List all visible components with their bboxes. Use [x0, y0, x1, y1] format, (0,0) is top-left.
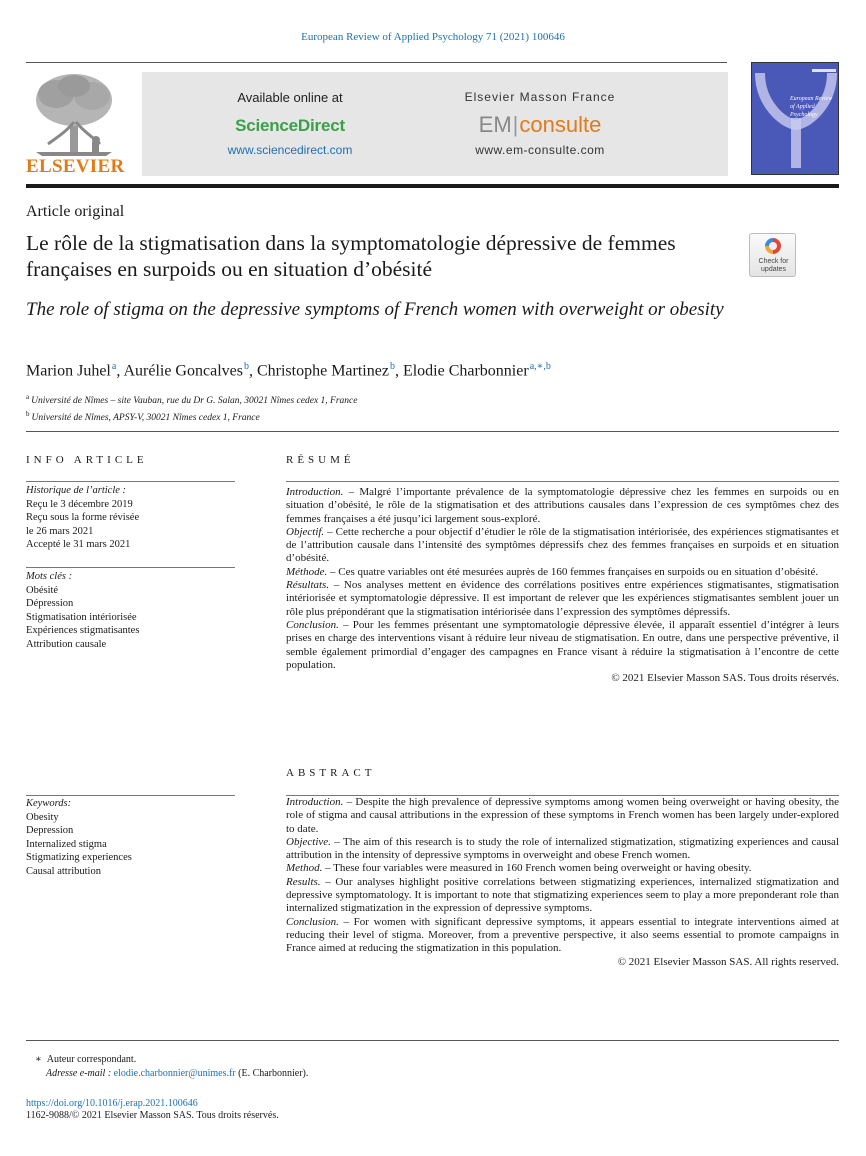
- elsevier-wordmark: ELSEVIER: [26, 156, 125, 177]
- history-line: Accepté le 31 mars 2021: [26, 539, 131, 550]
- crossmark-icon: [765, 238, 781, 254]
- resume-paragraph: [286, 579, 839, 619]
- footnote-line: [35, 1067, 308, 1081]
- info-article-heading: INFO ARTICLE: [26, 454, 148, 466]
- affiliation-text: Université de Nîmes, APSY-V, 30021 Nîmes cedex 1, France: [31, 413, 260, 424]
- journal-cover-title: European Review of Applied Psychology: [790, 96, 833, 118]
- corresponding-label: Auteur correspondant.: [46, 1054, 137, 1065]
- doi-link[interactable]: https://doi.org/10.1016/j.erap.2021.100646: [26, 1098, 198, 1109]
- header-rule: [26, 62, 727, 63]
- email-suffix: (E. Charbonnier).: [235, 1068, 309, 1079]
- issn-copyright: 1162-9088/© 2021 Elsevier Masson SAS. Tous droits réservés.: [26, 1110, 279, 1121]
- paragraph-label: Conclusion.: [286, 915, 339, 928]
- paragraph-text: – Pour les femmes présentant une symptomatologie dépressive élevée, il apparaît essentiel d’intégrer à leurs prises en charge des interventions visant à réduire leur niveau de stigmatisation. En outre, dans une perspective préventive, il semble également primordial d’engager des campagnes en France visant à réduire la stigmatisation à l’encontre de cette population.: [286, 618, 839, 671]
- abstract-paragraph: [286, 836, 839, 863]
- journal-reference[interactable]: European Review of Applied Psychology 71 (2021) 100646: [301, 31, 565, 43]
- info-rule: [26, 481, 235, 482]
- article-history: [26, 484, 241, 552]
- em-publisher-name: Elsevier Masson France: [464, 90, 616, 104]
- resume-paragraph: [286, 619, 839, 672]
- paragraph-label: Introduction.: [286, 796, 344, 808]
- history-label: Historique de l’article :: [26, 485, 127, 496]
- resume-copyright: © 2021 Elsevier Masson SAS. Tous droits réservés.: [611, 672, 839, 685]
- abstract-heading: ABSTRACT: [286, 767, 376, 779]
- section-rule: [26, 431, 839, 432]
- footer-rule: [26, 1040, 839, 1041]
- resume-rule: [286, 481, 839, 482]
- available-online-label: Available online at: [237, 90, 343, 105]
- keywords-english: [26, 797, 241, 878]
- check-for-updates-label: Check for updates: [758, 258, 789, 273]
- keyword: Expériences stigmatisantes: [26, 625, 140, 636]
- paragraph-label: Conclusion.: [286, 618, 339, 631]
- paragraph-label: Method.: [286, 862, 323, 875]
- abstract-paragraph: [286, 916, 839, 956]
- paragraph-text: – These four variables were measured in 160 French women being overweight or having obesity.: [322, 862, 752, 875]
- em-logo-left: EM: [478, 112, 512, 137]
- article-type: Article original: [26, 203, 125, 220]
- author-affiliation-link[interactable]: b: [243, 361, 249, 372]
- check-for-updates-button[interactable]: [749, 233, 796, 277]
- email-link[interactable]: elodie.charbonnier@unimes.fr: [113, 1068, 236, 1079]
- header-thick-rule: [26, 184, 839, 188]
- resume-body: [286, 486, 839, 685]
- paragraph-label: Résultats.: [286, 579, 330, 592]
- paragraph-text: – Our analyses highlight positive correlations between stigmatizing experiences, internalized stigmatization and depressive symptomatology. It is important to note that stigmatizing experiences seem to play a more preponderant role than internalized stigmatization in the expression of depressive symptoms.: [286, 875, 839, 915]
- abstract-paragraph: [286, 876, 839, 916]
- article-title-english: The role of stigma on the depressive symptoms of French women with overweight or obesity: [26, 299, 724, 320]
- email-label: Adresse e-mail :: [46, 1068, 112, 1079]
- paragraph-label: Results.: [286, 875, 321, 888]
- keyword: Obésité: [26, 584, 59, 596]
- abstract-copyright: © 2021 Elsevier Masson SAS. All rights reserved.: [617, 955, 839, 968]
- author-name[interactable]: Elodie Charbonnier: [402, 362, 529, 380]
- author-list: Marion Juhel$^a$, Aurélie Goncalves$^b$, Christophe Martinez$^b$, Elodie Charbonnier$^{a,∗,b}$: [26, 361, 551, 380]
- paragraph-text: – The aim of this research is to study the role of internalized stigmatization, stigmatizing experiences and causal attribution in the intensity of depressive symptoms in overweight and obese French women.: [286, 835, 839, 862]
- footnote-star: ∗: [35, 1054, 42, 1065]
- keyword: Dépression: [26, 598, 74, 609]
- affiliation-text: Université de Nîmes – site Vauban, rue du Dr G. Salan, 30021 Nîmes cedex 1, France: [31, 396, 358, 407]
- keywords-fr-label: Mots clés :: [26, 571, 73, 582]
- history-line: le 26 mars 2021: [26, 525, 94, 537]
- sciencedirect-url-link[interactable]: www.sciencedirect.com: [227, 143, 353, 157]
- paragraph-text: – Ces quatre variables ont été mesurées auprès de 160 femmes françaises en surpoids ou en situation d’obésité.: [327, 565, 819, 578]
- keywords-fr-rule: [26, 567, 235, 568]
- keywords-french: [26, 570, 241, 651]
- author-affiliation-link[interactable]: a,∗,b: [529, 361, 551, 372]
- affiliation: [26, 408, 358, 425]
- history-line: Reçu le 3 décembre 2019: [26, 498, 133, 510]
- footnote-line: [35, 1053, 308, 1067]
- affiliations: [26, 391, 358, 425]
- corresponding-author-footnote: [35, 1053, 308, 1081]
- paragraph-label: Objectif.: [286, 525, 325, 538]
- em-logo-separator: |: [512, 112, 519, 137]
- em-consulte-url-link[interactable]: www.em-consulte.com: [475, 143, 605, 157]
- paragraph-label: Objective.: [286, 835, 331, 848]
- author-affiliation-link[interactable]: b: [389, 361, 395, 372]
- author-name[interactable]: Marion Juhel: [26, 362, 111, 380]
- resume-paragraph: [286, 566, 839, 579]
- paragraph-label: Introduction.: [286, 486, 344, 498]
- em-consulte-logo[interactable]: [440, 112, 640, 138]
- em-logo-right: consulte: [519, 112, 602, 137]
- author-affiliation-link[interactable]: a: [111, 361, 117, 372]
- resume-paragraph: [286, 526, 839, 566]
- paragraph-text: – Despite the high prevalence of depressive symptoms among women being overweight or having obesity, the role of stigma and causal attributions in the expression of these symptoms in French women has been largely under-explored to date.: [286, 796, 839, 835]
- paragraph-text: – Malgré l’importante prévalence de la symptomatologie dépressive chez les femmes en surpoids ou en situation d’obésité, le rôle de la stigmatisation et des attributions causales dans l’expression de ces symptômes chez des femmes françaises a été jusqu’ici largement sous-exploré.: [286, 486, 839, 525]
- paragraph-text: – Nos analyses mettent en évidence des corrélations positives entre expériences stigmatisantes, stigmatisation intériorisée et symptomatologie dépressive. Il est important de relever que les expériences stigmatisantes semblent jouer un rôle plus prépondérant que la stigmatisation intériorisée dans l’expression des symptômes dépressifs.: [286, 579, 839, 618]
- keywords-en-rule: [26, 795, 235, 796]
- affiliation-marker: b: [26, 410, 30, 419]
- author-name[interactable]: Aurélie Goncalves: [123, 362, 243, 380]
- keywords-en-label: Keywords:: [26, 798, 72, 809]
- resume-paragraph: [286, 486, 839, 526]
- paragraph-text: – For women with significant depressive symptoms, it appears essential to integrate interventions aimed at reducing their level of stigma. Moreover, from a preventive perspective, it also seems essential to promote campaigns in France aimed at reducing the stigmatization in this population.: [286, 915, 839, 955]
- keyword: Causal attribution: [26, 865, 101, 877]
- author-name[interactable]: Christophe Martinez: [256, 362, 389, 380]
- paragraph-label: Méthode.: [286, 565, 328, 578]
- keyword: Stigmatizing experiences: [26, 852, 132, 863]
- affiliation-marker: a: [26, 393, 30, 401]
- keyword: Attribution causale: [26, 638, 107, 650]
- keyword: Stigmatisation intériorisée: [26, 611, 137, 623]
- paragraph-text: – Cette recherche a pour objectif d’étudier le rôle de la stigmatisation intériorisée, des expériences stigmatisantes et de l’attribution causale dans l’intensité des symptômes dépressifs chez des femmes françaises en surpoids et en situation d’obésité.: [286, 525, 839, 565]
- keyword: Internalized stigma: [26, 838, 107, 850]
- journal-cover-thumbnail[interactable]: [751, 62, 839, 175]
- article-title-french: Le rôle de la stigmatisation dans la symptomatologie dépressive de femmes françaises en surpoids ou en situation d’obésité: [26, 231, 676, 281]
- keyword: Depression: [26, 825, 74, 836]
- affiliation: [26, 391, 358, 408]
- keyword: Obesity: [26, 811, 59, 823]
- history-line: Reçu sous la forme révisée: [26, 512, 140, 523]
- abstract-paragraph: [286, 862, 839, 875]
- abstract-body: [286, 796, 839, 969]
- abstract-paragraph: [286, 796, 839, 836]
- sciencedirect-logo[interactable]: ScienceDirect: [235, 116, 345, 135]
- resume-heading: RÉSUMÉ: [286, 454, 355, 466]
